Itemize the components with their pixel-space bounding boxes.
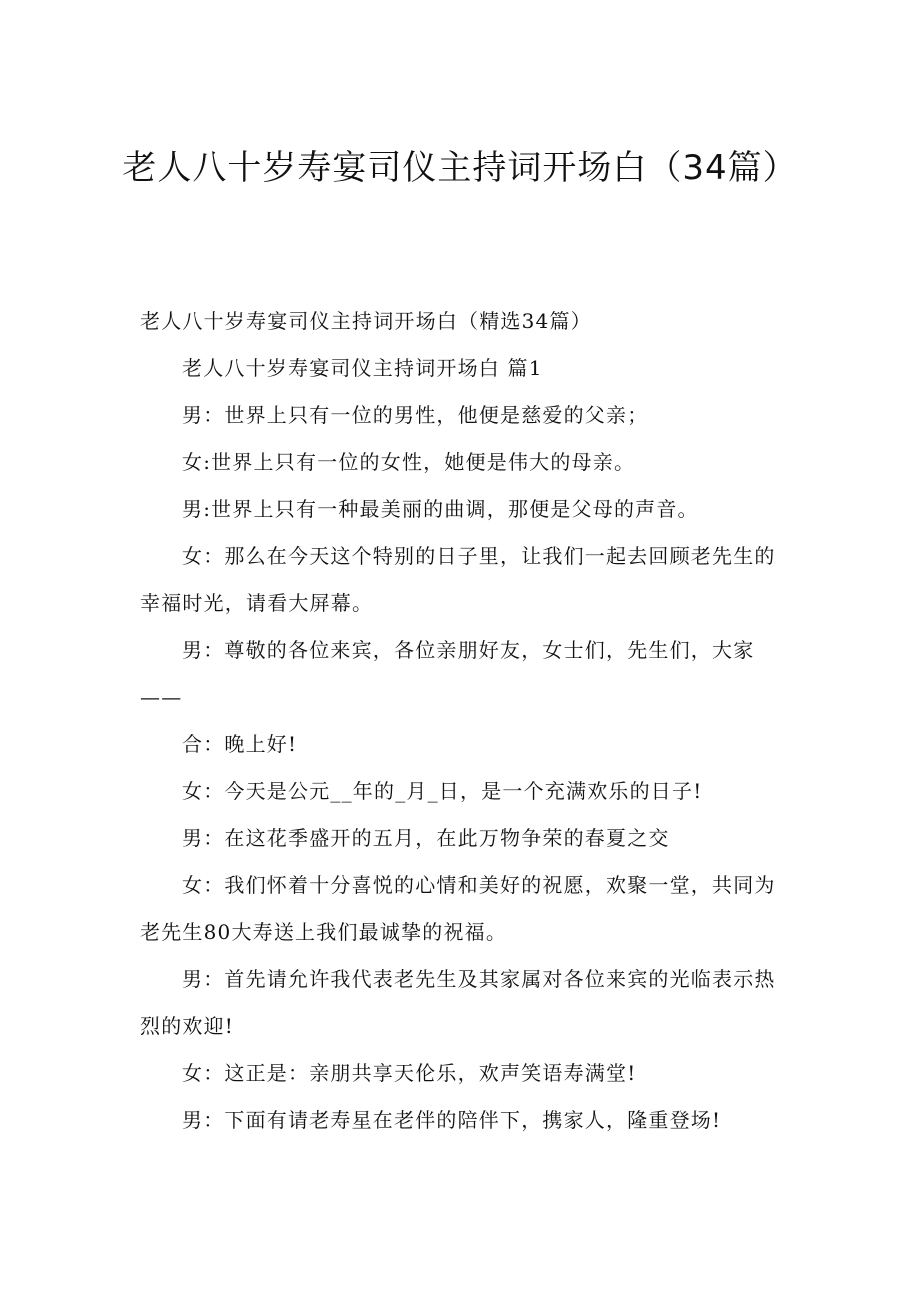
paragraph: 男：首先请允许我代表老先生及其家属对各位来宾的光临表示热烈的欢迎! — [140, 967, 776, 1038]
paragraph: 女：我们怀着十分喜悦的心情和美好的祝愿，欢聚一堂，共同为老先生80大寿送上我们最诚挚的祝福。 — [140, 873, 776, 944]
paragraph: 男:世界上只有一种最美丽的曲调，那便是父母的声音。 — [182, 497, 699, 521]
paragraph: 男：世界上只有一位的男性，他便是慈爱的父亲； — [182, 403, 649, 427]
paragraph: 女:世界上只有一位的女性，她便是伟大的母亲。 — [182, 450, 636, 474]
document-body — [140, 298, 780, 1144]
paragraph: 男：尊敬的各位来宾，各位亲朋好友，女士们，先生们，大家—— — [140, 638, 755, 709]
paragraph: 男：下面有请老寿星在老伴的陪伴下，携家人，隆重登场! — [182, 1108, 722, 1132]
document-title: 老人八十岁寿宴司仪主持词开场白（34篇） — [122, 148, 798, 188]
paragraph: 女：这正是：亲朋共享天伦乐，欢声笑语寿满堂! — [182, 1061, 637, 1085]
paragraph: 男：在这花季盛开的五月，在此万物争荣的春夏之交 — [182, 826, 670, 850]
paragraph: 女：今天是公元__年的_月_日，是一个充满欢乐的日子! — [182, 779, 703, 803]
paragraph: 女：那么在今天这个特别的日子里，让我们一起去回顾老先生的幸福时光，请看大屏幕。 — [140, 544, 776, 615]
paragraph: 合：晚上好! — [182, 732, 298, 756]
section-heading: 老人八十岁寿宴司仪主持词开场白 篇1 — [182, 356, 543, 380]
document-subtitle: 老人八十岁寿宴司仪主持词开场白（精选34篇） — [140, 309, 592, 333]
